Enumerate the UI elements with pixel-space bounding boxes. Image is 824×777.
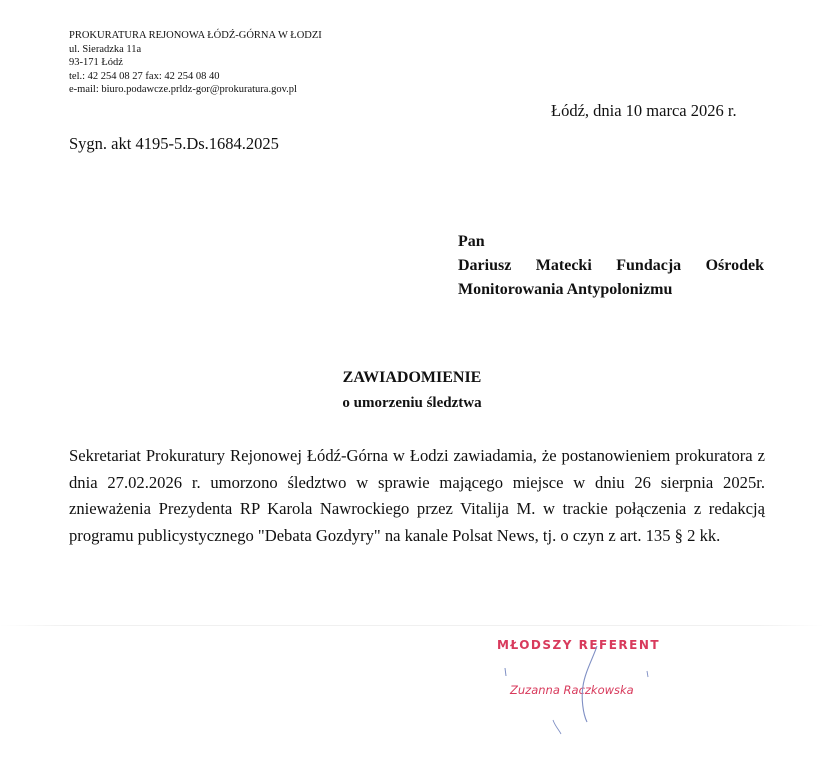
sender-email: e-mail: biuro.podawcze.prldz-gor@prokuratura.gov.pl <box>69 84 297 95</box>
stamp-title: MŁODSZY REFERENT <box>497 638 661 652</box>
recipient-block <box>458 230 764 302</box>
sender-org-name: PROKURATURA REJONOWA ŁÓDŹ-GÓRNA W ŁODZI <box>69 30 322 41</box>
sender-header <box>69 29 322 97</box>
notice-body: Sekretariat Prokuratury Rejonowej Łódź-Górna w Łodzi zawiadamia, że postanowieniem prokuratora z dnia 27.02.2026 r. umorzono śledztwo w sprawie mającego miejsce w dniu 26 sierpnia 2025r. znieważenia Prezydenta RP Karola Nawrockiego przez Vitalija M. w trackie połączenia z redakcją programu publicystycznego "Debata Gozdyry" na kanale Polsat News, tj. o czyn z art. 135 § 2 kk. <box>69 446 765 545</box>
case-reference: Sygn. akt 4195-5.Ds.1684.2025 <box>69 134 279 153</box>
document-subtitle: o umorzeniu śledztwa <box>342 395 482 411</box>
recipient-name-line2: Monitorowania Antypolonizmu <box>458 281 673 298</box>
handwritten-signature <box>497 638 687 738</box>
sender-street: ul. Sieradzka 11a <box>69 43 142 55</box>
sender-postal-city: 93-171 Łódź <box>69 57 123 68</box>
stamp-name: Zuzanna Raczkowska <box>510 683 634 697</box>
place-and-date: Łódź, dnia 10 marca 2026 r. <box>551 101 737 120</box>
official-stamp <box>497 638 687 738</box>
recipient-salutation: Pan <box>458 233 485 250</box>
document-title: ZAWIADOMIENIE <box>342 369 482 386</box>
sender-phone-fax: tel.: 42 254 08 27 fax: 42 254 08 40 <box>69 70 220 82</box>
scan-fold-line <box>0 625 824 626</box>
recipient-name-line1: Dariusz Matecki Fundacja Ośrodek <box>458 257 764 274</box>
